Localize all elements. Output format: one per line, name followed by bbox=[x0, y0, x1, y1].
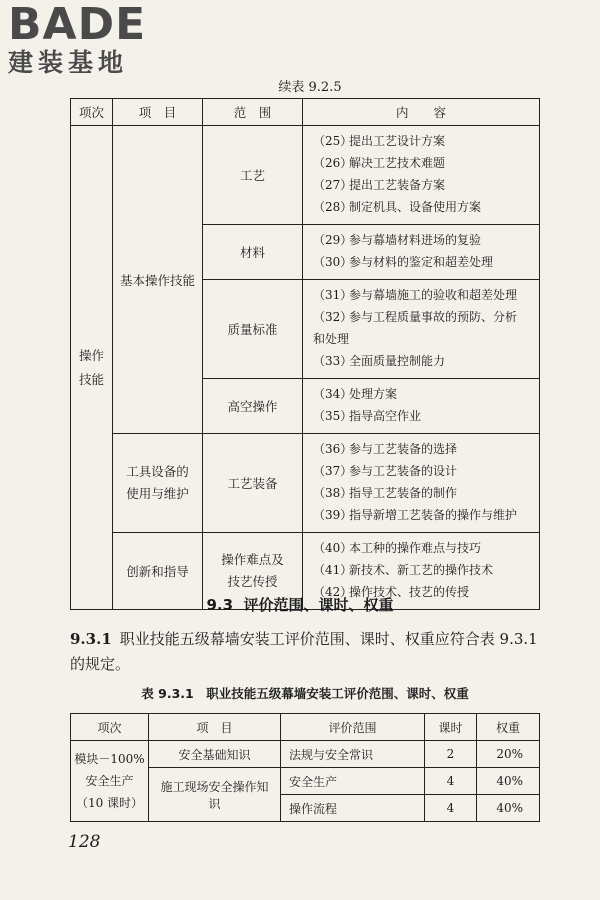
scope-cell: 安全生产 bbox=[281, 768, 425, 795]
clause-paragraph bbox=[70, 627, 540, 677]
list-item: （27）提出工艺装备方案 bbox=[313, 178, 446, 192]
list-item: （34）处理方案 bbox=[313, 387, 398, 401]
content-cell bbox=[303, 434, 540, 533]
col-header-index: 项次 bbox=[71, 714, 149, 741]
list-item: （36）参与工艺装备的选择 bbox=[313, 442, 458, 456]
category-cell bbox=[71, 126, 113, 610]
range-cell: 高空操作 bbox=[203, 379, 303, 434]
content-cell bbox=[303, 379, 540, 434]
skills-table bbox=[70, 98, 540, 610]
evaluation-table-header bbox=[71, 714, 540, 741]
col-header-range: 范 围 bbox=[203, 99, 303, 126]
table-row bbox=[71, 126, 540, 225]
logo-text-en: BADE bbox=[8, 0, 147, 50]
clause-number: 9.3.1 bbox=[70, 630, 112, 648]
content-cell bbox=[303, 280, 540, 379]
hours-cell: 4 bbox=[425, 795, 477, 822]
hours-cell: 4 bbox=[425, 768, 477, 795]
hours-cell: 2 bbox=[425, 741, 477, 768]
category-label: 操作技能 bbox=[78, 347, 104, 387]
col-header-item: 项 目 bbox=[113, 99, 203, 126]
table-caption: 表 9.3.1 职业技能五级幕墙安装工评价范围、课时、权重 bbox=[141, 686, 469, 701]
item-cell: 安全基础知识 bbox=[149, 741, 281, 768]
col-header-hours: 课时 bbox=[425, 714, 477, 741]
content-cell bbox=[303, 126, 540, 225]
continued-table-title: 续表 9.2.5 bbox=[278, 80, 342, 95]
item-cell: 工具设备的 使用与维护 bbox=[113, 434, 203, 533]
section-number: 9.3 bbox=[206, 596, 234, 614]
module-cell: 模块－100% 安全生产 （10 课时） bbox=[71, 741, 149, 822]
list-item: （37）参与工艺装备的设计 bbox=[313, 464, 458, 478]
list-item: （25）提出工艺设计方案 bbox=[313, 134, 446, 148]
item-cell: 基本操作技能 bbox=[113, 126, 203, 434]
list-item: （40）本工种的操作难点与技巧 bbox=[313, 541, 482, 555]
table-row bbox=[71, 434, 540, 533]
item-cell: 创新和指导 bbox=[113, 533, 203, 610]
col-header-item: 项 目 bbox=[149, 714, 281, 741]
item-cell: 施工现场安全操作知识 bbox=[149, 768, 281, 822]
list-item: （42）操作技术、技艺的传授 bbox=[313, 585, 470, 599]
range-cell: 材料 bbox=[203, 225, 303, 280]
range-cell: 工艺 bbox=[203, 126, 303, 225]
col-header-index: 项次 bbox=[71, 99, 113, 126]
weight-cell: 20% bbox=[477, 741, 540, 768]
range-cell: 操作难点及 技艺传授 bbox=[203, 533, 303, 610]
list-item: （38）指导工艺装备的制作 bbox=[313, 486, 458, 500]
list-item: （35）指导高空作业 bbox=[313, 409, 422, 423]
range-cell: 工艺装备 bbox=[203, 434, 303, 533]
col-header-scope: 评价范围 bbox=[281, 714, 425, 741]
list-item: （32）参与工程质量事故的预防、分析 bbox=[313, 310, 518, 324]
col-header-content: 内 容 bbox=[303, 99, 540, 126]
scope-cell: 法规与安全常识 bbox=[281, 741, 425, 768]
scope-cell: 操作流程 bbox=[281, 795, 425, 822]
clause-text: 职业技能五级幕墙安装工评价范围、课时、权重应符合表 9.3.1 的规定。 bbox=[70, 630, 538, 673]
col-header-weight: 权重 bbox=[477, 714, 540, 741]
range-cell: 质量标准 bbox=[203, 280, 303, 379]
bade-logo bbox=[8, 2, 188, 78]
section-title-text: 评价范围、课时、权重 bbox=[243, 596, 394, 614]
content-cell bbox=[303, 225, 540, 280]
evaluation-table bbox=[70, 713, 540, 822]
list-item: （33）全面质量控制能力 bbox=[313, 354, 446, 368]
list-item: （30）参与材料的鉴定和超差处理 bbox=[313, 255, 494, 269]
list-item: （29）参与幕墙材料进场的复验 bbox=[313, 233, 482, 247]
weight-cell: 40% bbox=[477, 768, 540, 795]
logo-text-cn: 建装基地 bbox=[8, 48, 129, 77]
list-item: （31）参与幕墙施工的验收和超差处理 bbox=[313, 288, 518, 302]
list-item: （26）解决工艺技术难题 bbox=[313, 156, 446, 170]
weight-cell: 40% bbox=[477, 795, 540, 822]
list-item: （41）新技术、新工艺的操作技术 bbox=[313, 563, 494, 577]
skills-table-header bbox=[71, 99, 540, 126]
section-title bbox=[0, 594, 600, 615]
list-item: （28）制定机具、设备使用方案 bbox=[313, 200, 482, 214]
list-item: 和处理 bbox=[313, 332, 350, 346]
page-number: 128 bbox=[68, 832, 101, 852]
table-row bbox=[71, 741, 540, 768]
list-item: （39）指导新增工艺装备的操作与维护 bbox=[313, 508, 518, 522]
